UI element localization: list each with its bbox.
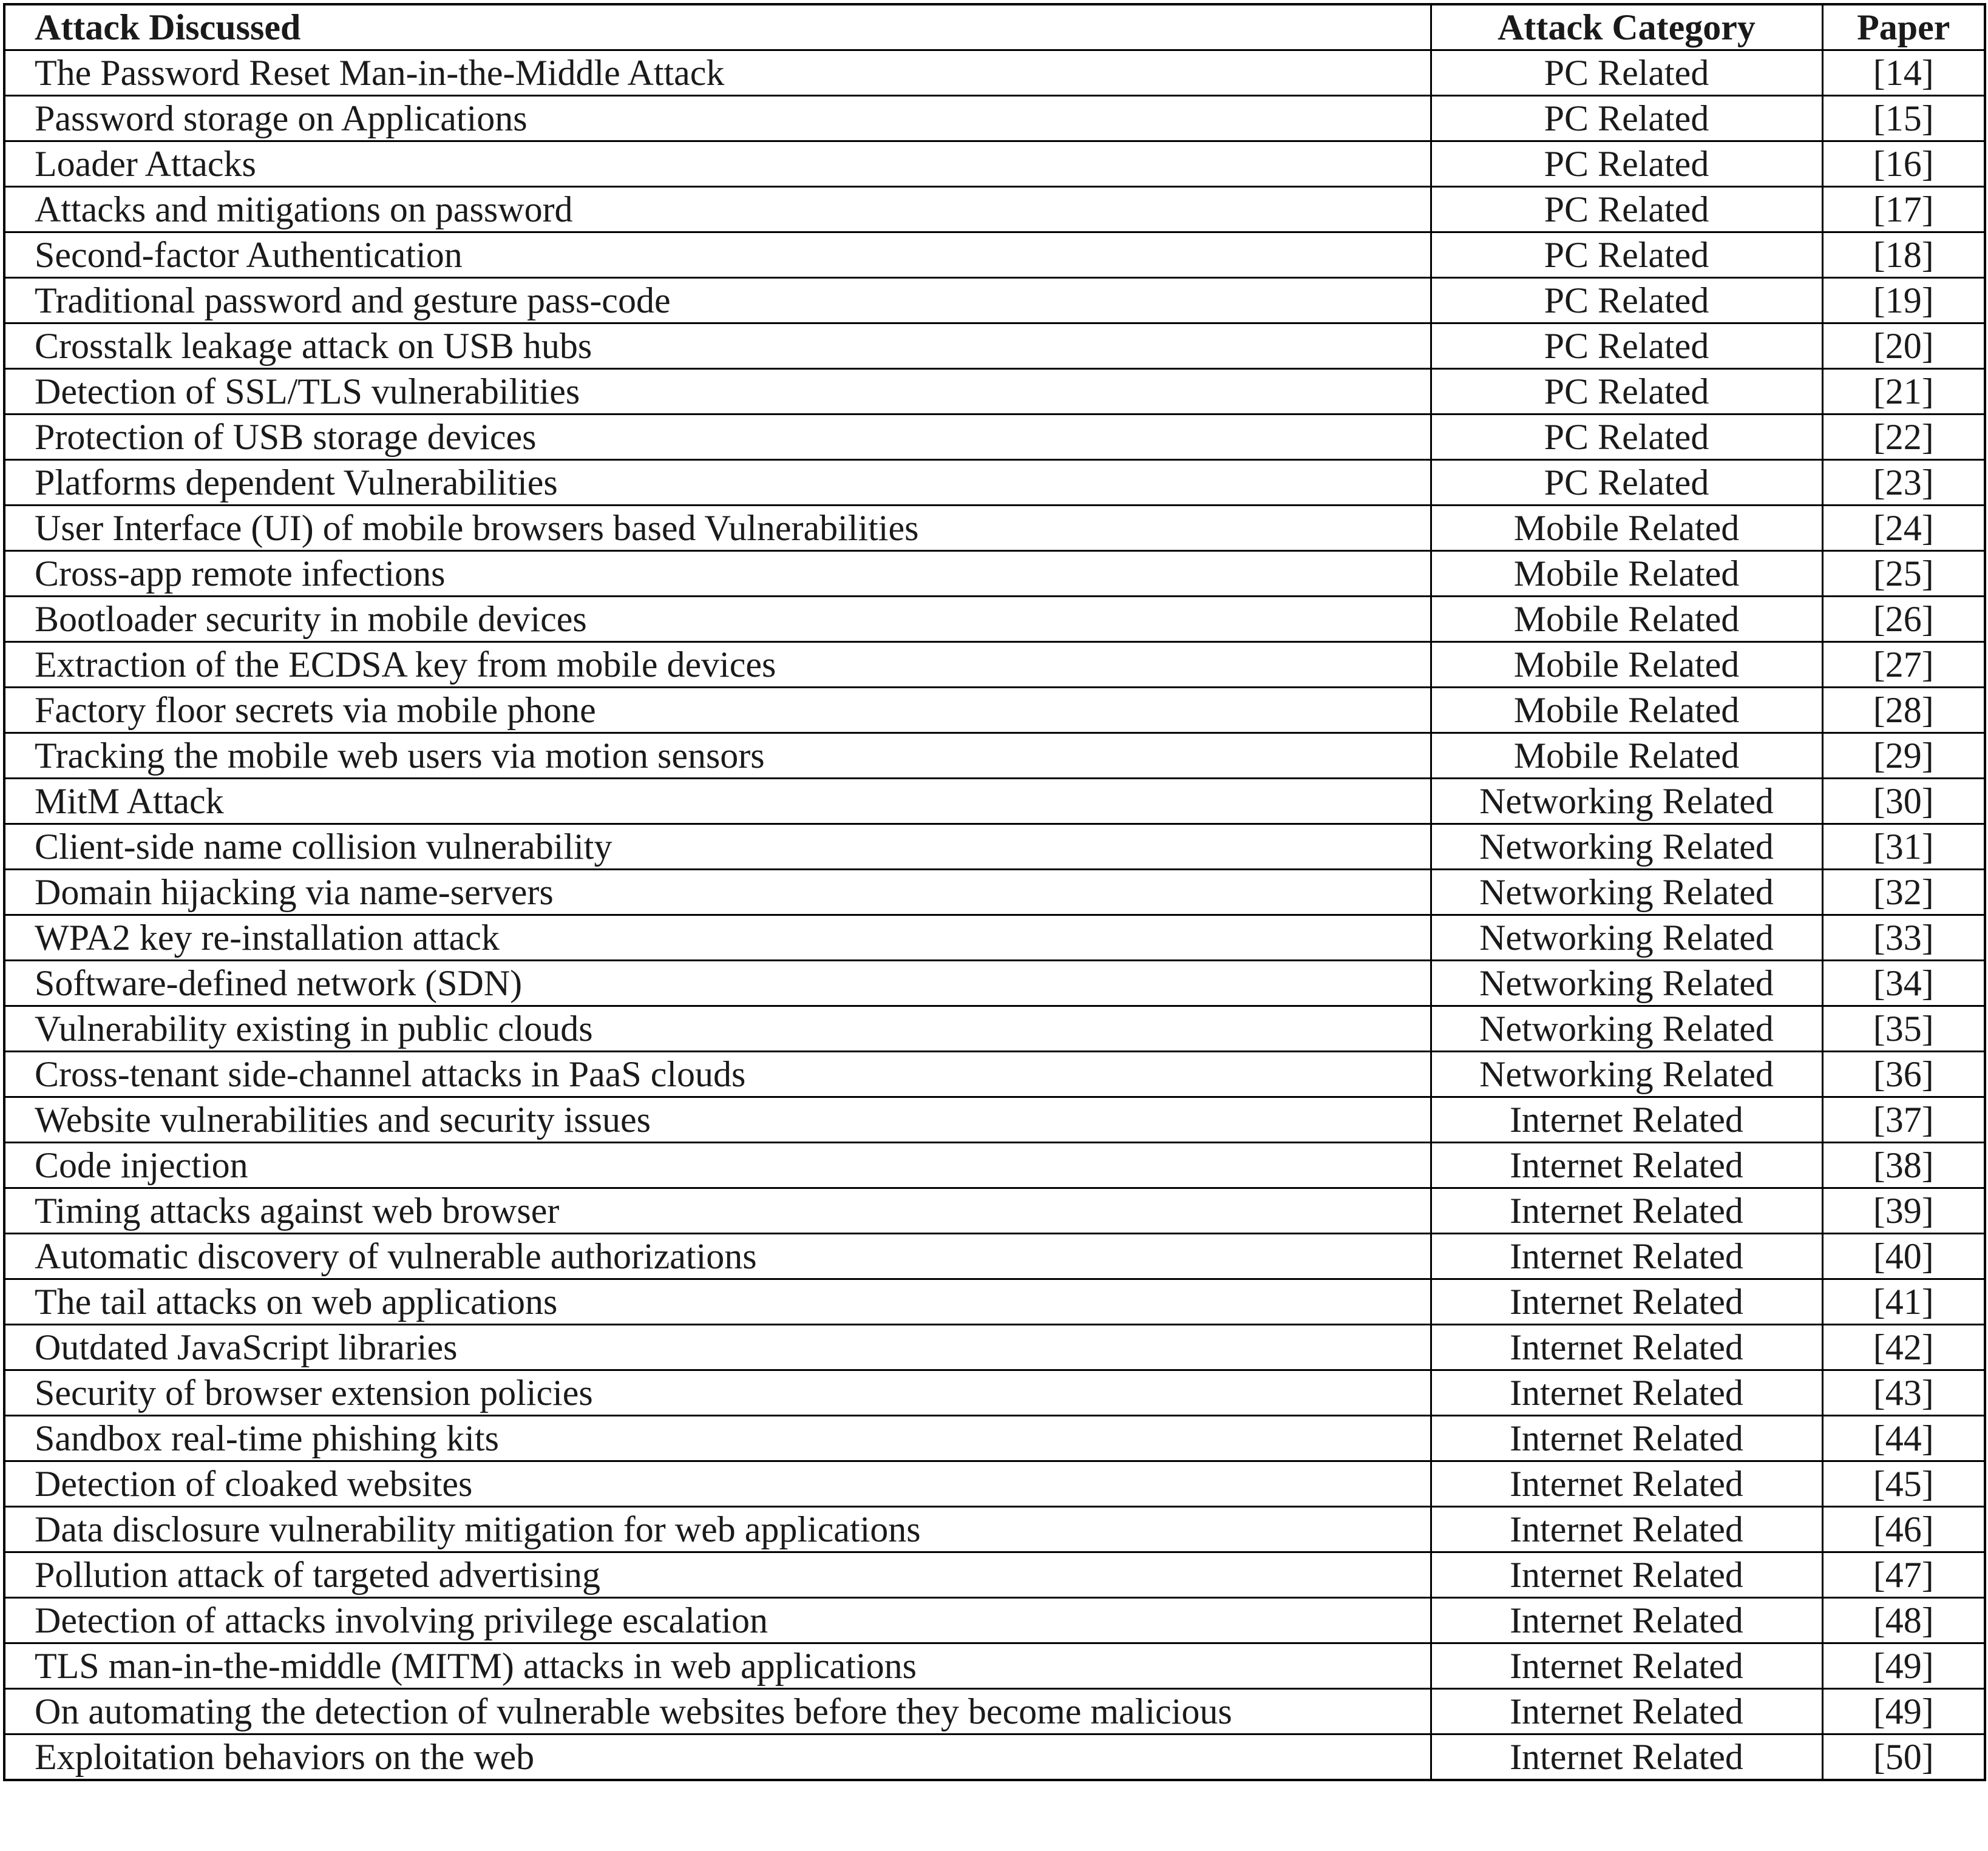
attack-cell: Security of browser extension policies bbox=[4, 1370, 1431, 1416]
paper-reference-cell: [32] bbox=[1822, 870, 1985, 915]
category-cell: Networking Related bbox=[1431, 824, 1822, 870]
attack-table bbox=[3, 3, 1986, 1781]
table-header bbox=[4, 4, 1985, 50]
attack-cell: Password storage on Applications bbox=[4, 96, 1431, 141]
table-row bbox=[4, 415, 1985, 460]
category-cell: Internet Related bbox=[1431, 1643, 1822, 1689]
table-row bbox=[4, 232, 1985, 278]
table-row bbox=[4, 1052, 1985, 1097]
table-row bbox=[4, 1370, 1985, 1416]
attack-cell: Domain hijacking via name-servers bbox=[4, 870, 1431, 915]
table-row bbox=[4, 1188, 1985, 1234]
category-cell: PC Related bbox=[1431, 141, 1822, 187]
paper-reference-cell: [50] bbox=[1822, 1734, 1985, 1781]
table-row bbox=[4, 1006, 1985, 1052]
attack-cell: Outdated JavaScript libraries bbox=[4, 1325, 1431, 1370]
table-row bbox=[4, 961, 1985, 1006]
paper-reference-cell: [38] bbox=[1822, 1143, 1985, 1188]
category-cell: PC Related bbox=[1431, 278, 1822, 323]
table-row bbox=[4, 323, 1985, 369]
paper-reference-cell: [25] bbox=[1822, 551, 1985, 597]
category-cell: Internet Related bbox=[1431, 1279, 1822, 1325]
paper-reference-cell: [17] bbox=[1822, 187, 1985, 232]
paper-reference-cell: [46] bbox=[1822, 1507, 1985, 1552]
paper-reference-cell: [22] bbox=[1822, 415, 1985, 460]
table-row bbox=[4, 597, 1985, 642]
attack-cell: Bootloader security in mobile devices bbox=[4, 597, 1431, 642]
category-cell: Networking Related bbox=[1431, 1052, 1822, 1097]
attack-cell: Tracking the mobile web users via motion sensors bbox=[4, 733, 1431, 779]
paper-reference-cell: [49] bbox=[1822, 1643, 1985, 1689]
paper-reference-cell: [34] bbox=[1822, 961, 1985, 1006]
header-row bbox=[4, 4, 1985, 50]
category-cell: Internet Related bbox=[1431, 1734, 1822, 1781]
paper-reference-cell: [27] bbox=[1822, 642, 1985, 688]
attack-cell: Data disclosure vulnerability mitigation for web applications bbox=[4, 1507, 1431, 1552]
paper-reference-cell: [20] bbox=[1822, 323, 1985, 369]
category-cell: Networking Related bbox=[1431, 779, 1822, 824]
category-cell: Mobile Related bbox=[1431, 642, 1822, 688]
paper-reference-cell: [31] bbox=[1822, 824, 1985, 870]
paper-reference-cell: [29] bbox=[1822, 733, 1985, 779]
category-cell: Internet Related bbox=[1431, 1234, 1822, 1279]
attack-cell: Crosstalk leakage attack on USB hubs bbox=[4, 323, 1431, 369]
attack-cell: Code injection bbox=[4, 1143, 1431, 1188]
paper-reference-cell: [42] bbox=[1822, 1325, 1985, 1370]
category-cell: Internet Related bbox=[1431, 1598, 1822, 1643]
table-row bbox=[4, 1143, 1985, 1188]
paper-reference-cell: [47] bbox=[1822, 1552, 1985, 1598]
attack-cell: Traditional password and gesture pass-code bbox=[4, 278, 1431, 323]
category-cell: Internet Related bbox=[1431, 1370, 1822, 1416]
category-cell: PC Related bbox=[1431, 232, 1822, 278]
attack-cell: Protection of USB storage devices bbox=[4, 415, 1431, 460]
table-row bbox=[4, 870, 1985, 915]
category-cell: PC Related bbox=[1431, 96, 1822, 141]
category-cell: Mobile Related bbox=[1431, 551, 1822, 597]
paper-reference-cell: [45] bbox=[1822, 1461, 1985, 1507]
table-row bbox=[4, 1325, 1985, 1370]
category-cell: Internet Related bbox=[1431, 1143, 1822, 1188]
table-row bbox=[4, 1097, 1985, 1143]
attack-cell: TLS man-in-the-middle (MITM) attacks in web applications bbox=[4, 1643, 1431, 1689]
table-row bbox=[4, 551, 1985, 597]
paper-reference-cell: [18] bbox=[1822, 232, 1985, 278]
paper-reference-cell: [24] bbox=[1822, 506, 1985, 551]
attack-cell: The tail attacks on web applications bbox=[4, 1279, 1431, 1325]
attack-cell: Vulnerability existing in public clouds bbox=[4, 1006, 1431, 1052]
table-row bbox=[4, 688, 1985, 733]
attack-cell: Exploitation behaviors on the web bbox=[4, 1734, 1431, 1781]
paper-reference-cell: [26] bbox=[1822, 597, 1985, 642]
paper-reference-cell: [19] bbox=[1822, 278, 1985, 323]
table-row bbox=[4, 1598, 1985, 1643]
category-cell: Internet Related bbox=[1431, 1325, 1822, 1370]
attack-cell: MitM Attack bbox=[4, 779, 1431, 824]
attack-cell: Pollution attack of targeted advertising bbox=[4, 1552, 1431, 1598]
attack-cell: Detection of SSL/TLS vulnerabilities bbox=[4, 369, 1431, 415]
category-cell: PC Related bbox=[1431, 460, 1822, 506]
table-row bbox=[4, 50, 1985, 96]
paper-reference-cell: [39] bbox=[1822, 1188, 1985, 1234]
attack-cell: Attacks and mitigations on password bbox=[4, 187, 1431, 232]
paper-reference-cell: [36] bbox=[1822, 1052, 1985, 1097]
paper-reference-cell: [33] bbox=[1822, 915, 1985, 961]
attack-cell: Client-side name collision vulnerability bbox=[4, 824, 1431, 870]
category-cell: PC Related bbox=[1431, 50, 1822, 96]
paper-reference-cell: [49] bbox=[1822, 1689, 1985, 1734]
category-cell: Networking Related bbox=[1431, 915, 1822, 961]
category-cell: Internet Related bbox=[1431, 1416, 1822, 1461]
header-paper: Paper bbox=[1822, 4, 1985, 50]
paper-reference-cell: [30] bbox=[1822, 779, 1985, 824]
category-cell: Internet Related bbox=[1431, 1552, 1822, 1598]
category-cell: PC Related bbox=[1431, 323, 1822, 369]
paper-reference-cell: [16] bbox=[1822, 141, 1985, 187]
attack-cell: Automatic discovery of vulnerable authorizations bbox=[4, 1234, 1431, 1279]
table-row bbox=[4, 369, 1985, 415]
table-row bbox=[4, 642, 1985, 688]
attack-cell: The Password Reset Man-in-the-Middle Attack bbox=[4, 50, 1431, 96]
table-row bbox=[4, 779, 1985, 824]
category-cell: PC Related bbox=[1431, 369, 1822, 415]
category-cell: Networking Related bbox=[1431, 870, 1822, 915]
paper-reference-cell: [28] bbox=[1822, 688, 1985, 733]
attack-cell: Detection of attacks involving privilege escalation bbox=[4, 1598, 1431, 1643]
paper-reference-cell: [15] bbox=[1822, 96, 1985, 141]
table-row bbox=[4, 1734, 1985, 1781]
table-row bbox=[4, 278, 1985, 323]
category-cell: Mobile Related bbox=[1431, 688, 1822, 733]
paper-reference-cell: [44] bbox=[1822, 1416, 1985, 1461]
attack-cell: Detection of cloaked websites bbox=[4, 1461, 1431, 1507]
paper-reference-cell: [21] bbox=[1822, 369, 1985, 415]
category-cell: Networking Related bbox=[1431, 961, 1822, 1006]
paper-reference-cell: [40] bbox=[1822, 1234, 1985, 1279]
table-row bbox=[4, 1279, 1985, 1325]
category-cell: Internet Related bbox=[1431, 1097, 1822, 1143]
category-cell: Internet Related bbox=[1431, 1507, 1822, 1552]
attack-cell: WPA2 key re-installation attack bbox=[4, 915, 1431, 961]
table-row bbox=[4, 1507, 1985, 1552]
attack-cell: Factory floor secrets via mobile phone bbox=[4, 688, 1431, 733]
table-body bbox=[4, 50, 1985, 1781]
header-attack-category: Attack Category bbox=[1431, 4, 1822, 50]
paper-reference-cell: [23] bbox=[1822, 460, 1985, 506]
attack-cell: Sandbox real-time phishing kits bbox=[4, 1416, 1431, 1461]
category-cell: Internet Related bbox=[1431, 1461, 1822, 1507]
attack-cell: Cross-app remote infections bbox=[4, 551, 1431, 597]
attack-cell: Website vulnerabilities and security issues bbox=[4, 1097, 1431, 1143]
table-row bbox=[4, 96, 1985, 141]
attack-cell: Platforms dependent Vulnerabilities bbox=[4, 460, 1431, 506]
table-row bbox=[4, 733, 1985, 779]
attack-cell: Timing attacks against web browser bbox=[4, 1188, 1431, 1234]
category-cell: PC Related bbox=[1431, 187, 1822, 232]
table-row bbox=[4, 915, 1985, 961]
category-cell: Mobile Related bbox=[1431, 506, 1822, 551]
category-cell: Mobile Related bbox=[1431, 597, 1822, 642]
category-cell: Mobile Related bbox=[1431, 733, 1822, 779]
table-row bbox=[4, 1552, 1985, 1598]
paper-reference-cell: [35] bbox=[1822, 1006, 1985, 1052]
table-row bbox=[4, 141, 1985, 187]
category-cell: Internet Related bbox=[1431, 1689, 1822, 1734]
category-cell: PC Related bbox=[1431, 415, 1822, 460]
paper-reference-cell: [41] bbox=[1822, 1279, 1985, 1325]
attack-cell: Cross-tenant side-channel attacks in PaaS clouds bbox=[4, 1052, 1431, 1097]
attack-cell: Loader Attacks bbox=[4, 141, 1431, 187]
paper-reference-cell: [37] bbox=[1822, 1097, 1985, 1143]
table-row bbox=[4, 506, 1985, 551]
attack-cell: User Interface (UI) of mobile browsers based Vulnerabilities bbox=[4, 506, 1431, 551]
table-row bbox=[4, 460, 1985, 506]
attack-cell: Second-factor Authentication bbox=[4, 232, 1431, 278]
table-row bbox=[4, 1689, 1985, 1734]
paper-reference-cell: [48] bbox=[1822, 1598, 1985, 1643]
table-row bbox=[4, 1416, 1985, 1461]
table-row bbox=[4, 824, 1985, 870]
attack-cell: Extraction of the ECDSA key from mobile devices bbox=[4, 642, 1431, 688]
category-cell: Networking Related bbox=[1431, 1006, 1822, 1052]
attack-cell: On automating the detection of vulnerable websites before they become malicious bbox=[4, 1689, 1431, 1734]
header-attack-discussed: Attack Discussed bbox=[4, 4, 1431, 50]
table-row bbox=[4, 1643, 1985, 1689]
paper-reference-cell: [14] bbox=[1822, 50, 1985, 96]
table-row bbox=[4, 1461, 1985, 1507]
paper-reference-cell: [43] bbox=[1822, 1370, 1985, 1416]
table-row bbox=[4, 1234, 1985, 1279]
attack-cell: Software-defined network (SDN) bbox=[4, 961, 1431, 1006]
category-cell: Internet Related bbox=[1431, 1188, 1822, 1234]
table-row bbox=[4, 187, 1985, 232]
